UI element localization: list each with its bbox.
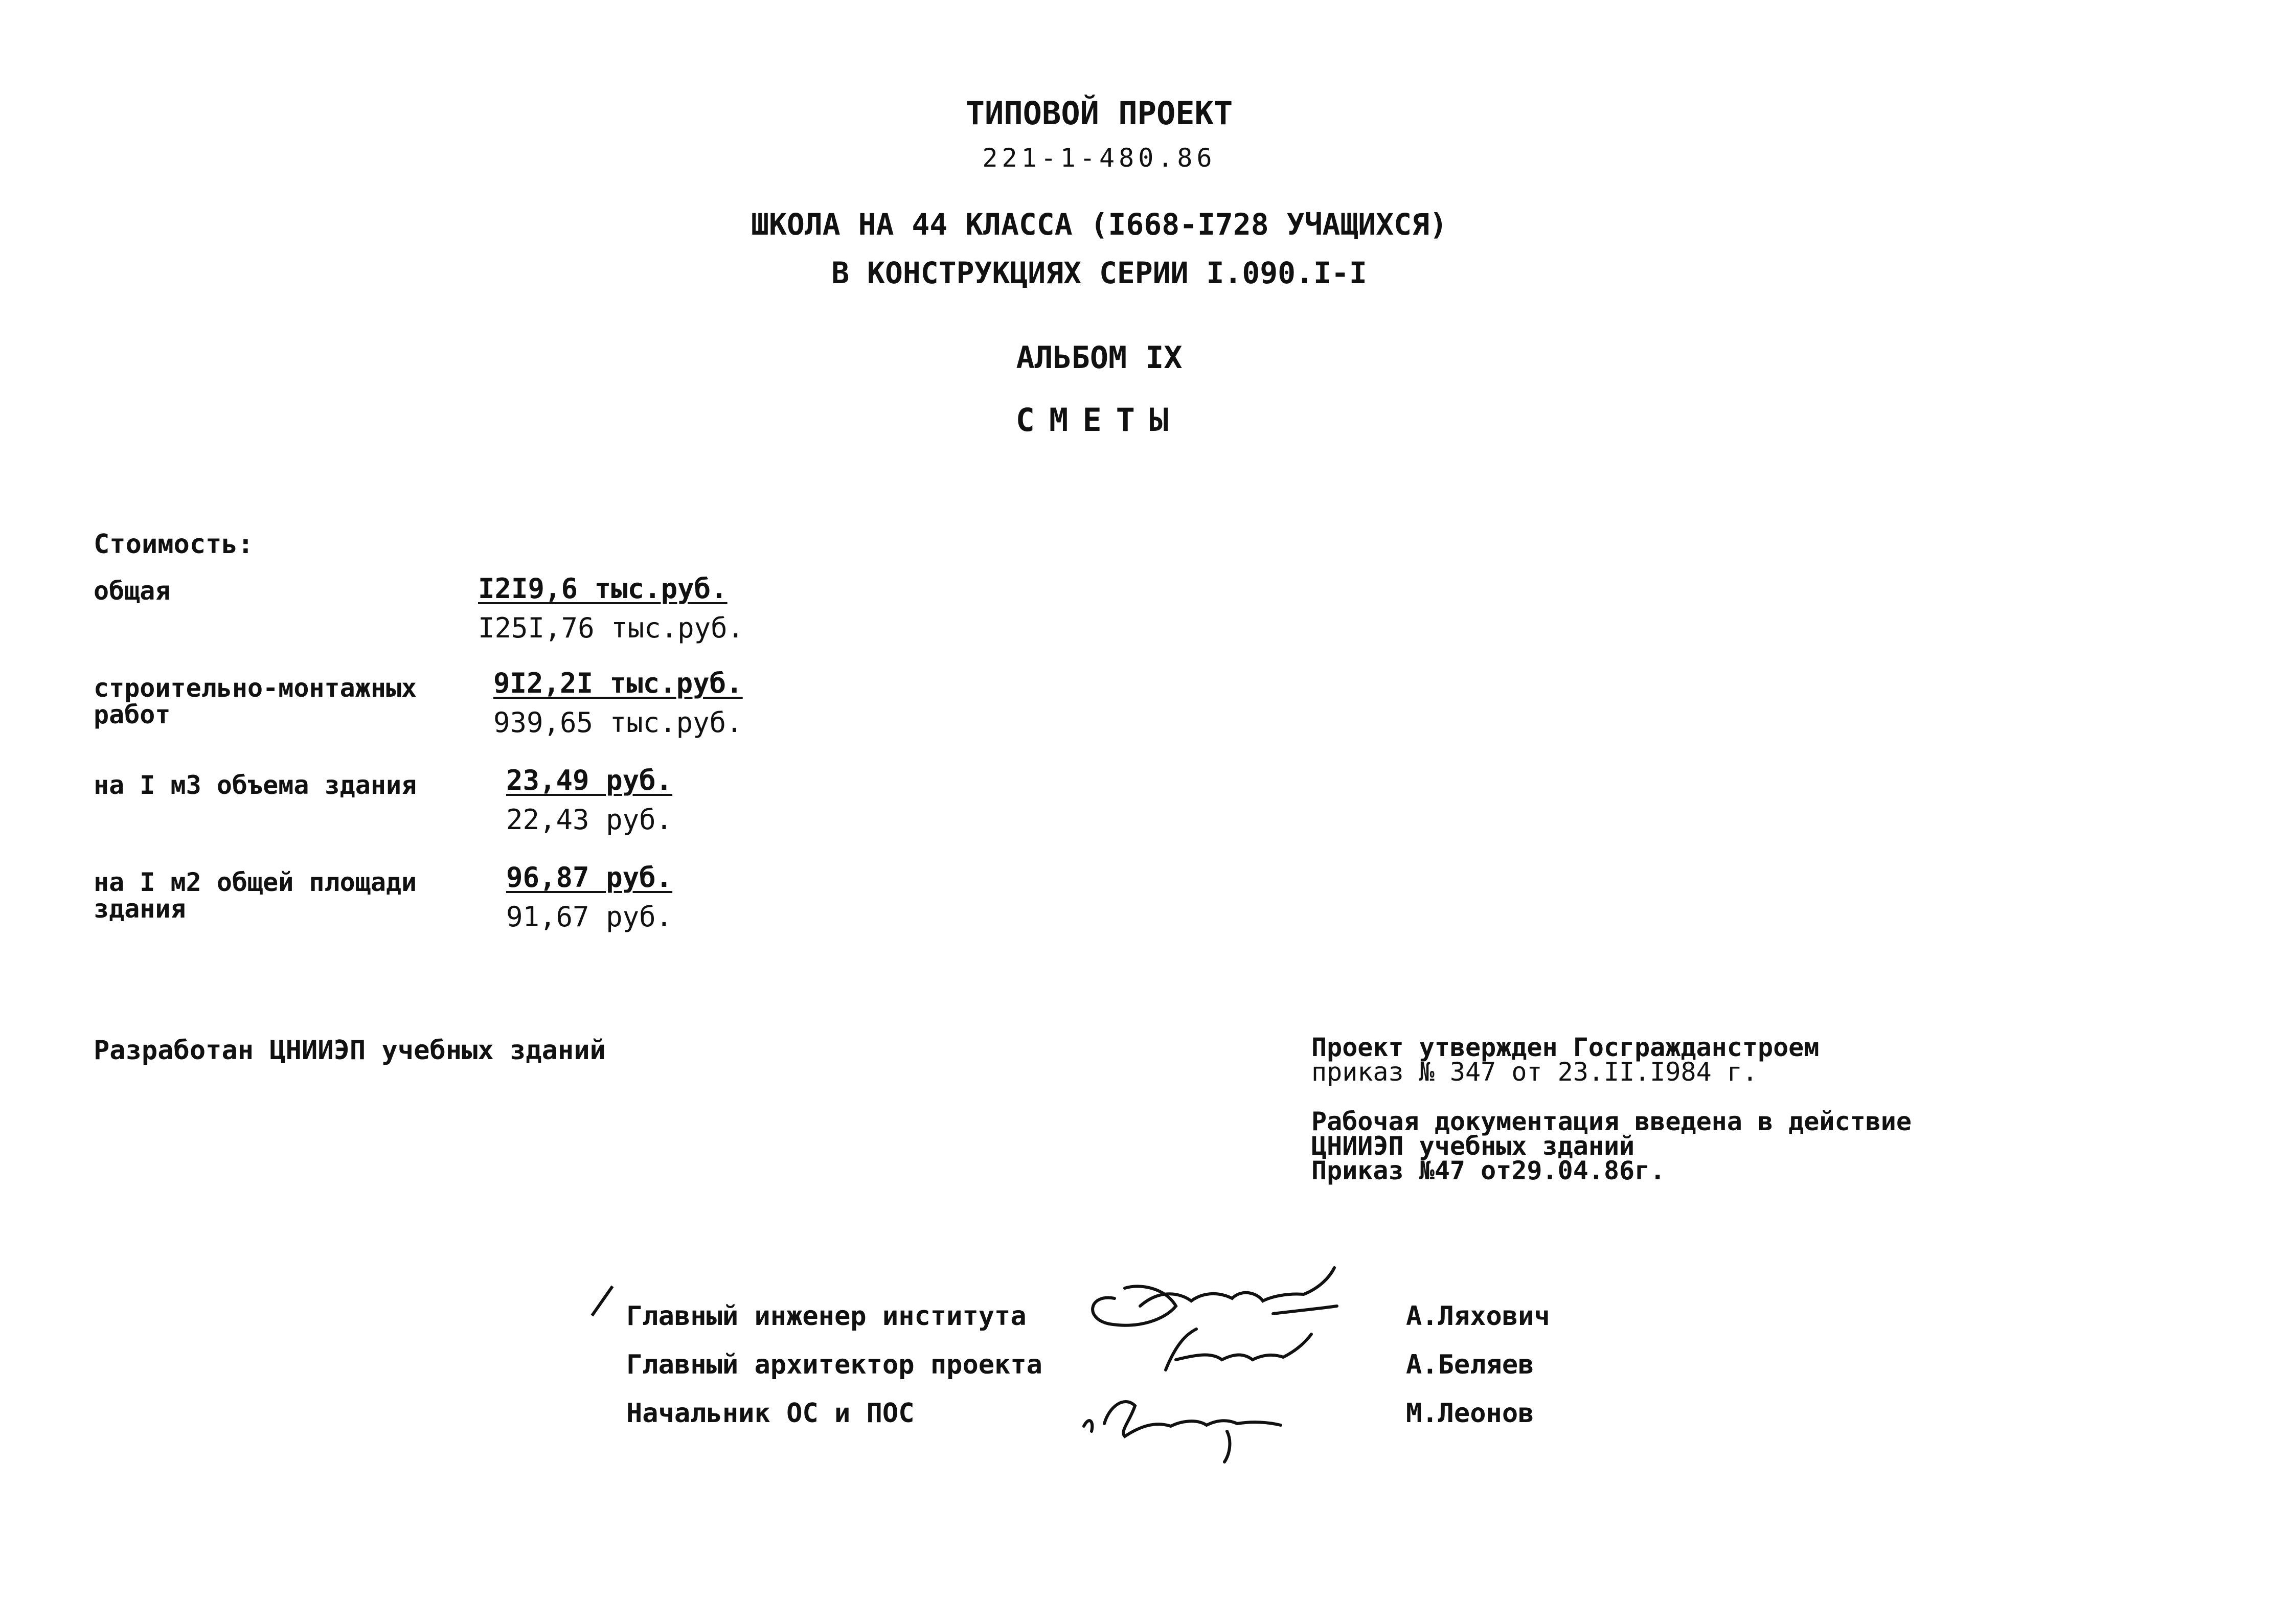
approval-line: Рабочая документация введена в действие xyxy=(1311,1107,1912,1136)
signature-position: Главный инженер института xyxy=(626,1301,1027,1332)
cost-label-line: на I м2 общей площади xyxy=(94,867,417,897)
approval-line: Приказ №47 от29.04.86г. xyxy=(1311,1156,1666,1185)
document-type-title: ТИПОВОЙ ПРОЕКТ xyxy=(965,95,1233,132)
pen-mark xyxy=(590,1286,614,1317)
project-name-line2: В КОНСТРУКЦИЯХ СЕРИИ I.090.I-I xyxy=(831,256,1367,290)
developer-label: Разработан ЦНИИЭП учебных зданий xyxy=(94,1035,606,1066)
cost-label-line: работ xyxy=(94,700,171,729)
signature-name: М.Леонов xyxy=(1406,1398,1534,1429)
cost-value-total xyxy=(478,573,744,644)
signature-position: Главный архитектор проекта xyxy=(626,1349,1042,1380)
cost-denominator: 91,67 руб. xyxy=(506,901,673,933)
cost-label-line: общая xyxy=(94,576,171,606)
cost-denominator: I25I,76 тыс.руб. xyxy=(478,612,744,644)
cost-label-line: здания xyxy=(94,894,186,924)
cost-label-line: строительно-монтажных xyxy=(94,673,417,703)
approval-line: Проект утвержден Госгражданстроем xyxy=(1311,1033,1820,1062)
cost-value-per-m2 xyxy=(506,861,672,933)
cost-heading: Стоимость: xyxy=(94,529,254,560)
approval-line: ЦНИИЭП учебных зданий xyxy=(1311,1131,1635,1161)
cost-label-per-m2 xyxy=(94,869,417,922)
project-name-line1: ШКОЛА НА 44 КЛАССА (I668-I728 УЧАЩИХСЯ) xyxy=(751,207,1447,242)
cost-value-construction xyxy=(493,667,743,739)
signature-name: А.Беляев xyxy=(1406,1349,1534,1380)
cost-denominator: 22,43 руб. xyxy=(506,804,673,836)
cost-numerator: I2I9,6 тыс.руб. xyxy=(478,573,728,605)
signature-mark-department-head xyxy=(1074,1385,1288,1467)
cost-label-line: на I м3 объема здания xyxy=(94,770,417,800)
cost-label-construction xyxy=(94,675,417,728)
signature-mark-chief-architect xyxy=(1155,1324,1319,1380)
cost-numerator: 96,87 руб. xyxy=(506,861,673,894)
approval-line: приказ № 347 от 23.II.I984 г. xyxy=(1311,1057,1758,1087)
section-title: СМЕТЫ xyxy=(1015,401,1183,439)
cost-denominator: 939,65 тыс.руб. xyxy=(493,706,743,739)
signature-position: Начальник ОС и ПОС xyxy=(626,1398,915,1429)
cost-label-total xyxy=(94,578,171,604)
cost-label-per-m3 xyxy=(94,772,417,798)
signature-name: А.Ляхович xyxy=(1406,1301,1550,1332)
cost-numerator: 23,49 руб. xyxy=(506,764,673,796)
project-number: 221-1-480.86 xyxy=(982,143,1216,173)
cost-numerator: 9I2,2I тыс.руб. xyxy=(493,667,743,699)
cost-value-per-m3 xyxy=(506,764,672,836)
album-title: АЛЬБОМ IX xyxy=(1016,340,1183,376)
